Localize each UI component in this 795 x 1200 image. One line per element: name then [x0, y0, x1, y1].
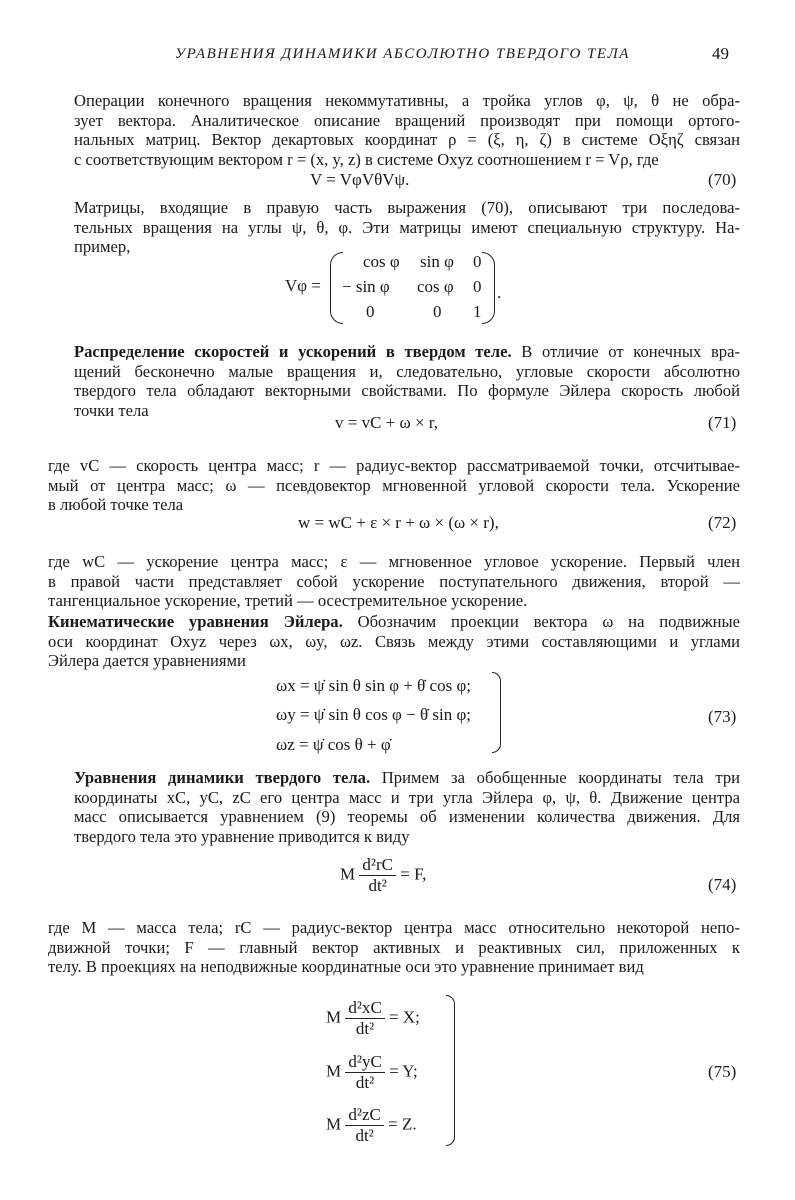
equation-line: ωx = ψ̇ sin θ sin φ + θ̇ cos φ;	[276, 676, 471, 695]
text-line: Операции конечного вращения некоммутативны, а тройка углов φ, ψ, θ не обра-	[74, 91, 740, 110]
paragraph-velocity-terms	[48, 456, 740, 515]
text-line: в правой части представляет собой ускорение поступательного движения, второй —	[48, 571, 740, 591]
equation-number-75: (75)	[708, 1062, 737, 1081]
eq-lhs: M	[326, 1007, 342, 1027]
text-line	[74, 768, 740, 788]
text-line: в любой точке тела	[48, 495, 184, 515]
fraction	[345, 1052, 384, 1093]
text-line: мый от центра масс; ω — псевдовектор мгновенной угловой скорости тела. Ускорение	[48, 475, 740, 495]
paragraph-acceleration-terms	[48, 552, 740, 611]
text-line: щений бесконечно малые вращения и, следовательно, угловые скорости абсолютно	[74, 361, 740, 381]
fraction-numerator: d²xC	[345, 998, 384, 1019]
matrix-cell: cos φ	[363, 252, 400, 271]
text-fragment: В отличие от конечных вра-	[511, 342, 740, 361]
equation-number-71: (71)	[708, 413, 737, 432]
text-line: пример,	[74, 237, 131, 257]
section-heading: Распределение скоростей и ускорений в твердом теле.	[74, 342, 512, 361]
text-line: масс описывается уравнением (9) теоремы об изменении количества движения. Для	[74, 807, 740, 827]
matrix-cell: 0	[473, 277, 482, 296]
page-number: 49	[712, 44, 729, 63]
text-line: где wC — ускорение центра масс; ε — мгновенное угловое ускорение. Первый член	[48, 552, 740, 571]
equation-70: V = VφVθVψ.	[310, 170, 410, 189]
text-line: точки тела	[74, 400, 149, 420]
fraction	[359, 855, 396, 896]
text-line: твердого тела это уравнение приводится к виду	[74, 826, 410, 846]
text-line: тангенциальное ускорение, третий — осестремительное ускорение.	[48, 591, 528, 611]
equation-number-73: (73)	[708, 707, 737, 726]
fraction	[345, 1105, 383, 1146]
eq-lhs: M	[340, 864, 356, 884]
equation-number-70: (70)	[708, 170, 737, 189]
text-line: координаты xC, yC, zC его центра масс и три угла Эйлера φ, ψ, θ. Движение центра	[74, 787, 740, 807]
text-line: тельных вращения на углы ψ, θ, φ. Эти матрицы имеют специальную структуру. На-	[74, 217, 740, 237]
eq-lhs: M	[326, 1114, 342, 1134]
paragraph-rotations	[74, 91, 740, 169]
right-brace-top	[492, 672, 501, 711]
equation-74	[340, 855, 426, 896]
fraction-numerator: d²zC	[345, 1105, 383, 1126]
fraction	[345, 998, 384, 1039]
matrix-cell: 0	[433, 302, 442, 321]
eq-rhs: = Y;	[389, 1061, 418, 1081]
text-line: Матрицы, входящие в правую часть выражения (70), описывают три последова-	[74, 198, 740, 217]
fraction-denominator: dt²	[368, 876, 387, 895]
text-line: где vC — скорость центра масс; r — радиус-вектор рассматриваемой точки, отсчитывае-	[48, 456, 740, 475]
text-line: где M — масса тела; rC — радиус-вектор центра масс относительно некоторой непо-	[48, 918, 740, 937]
paragraph-velocities	[74, 342, 740, 420]
equation-row	[326, 1052, 418, 1093]
matrix-end: .	[497, 283, 502, 302]
paragraph-euler-kinematics	[48, 612, 740, 671]
text-line: твердого тела обладают векторными свойствами. По формуле Эйлера скорость любой	[74, 381, 740, 401]
text-line: Эйлера дается уравнениями	[48, 651, 246, 671]
section-heading: Кинематические уравнения Эйлера.	[48, 612, 343, 631]
section-heading: Уравнения динамики твердого тела.	[74, 768, 371, 787]
fraction-numerator: d²rC	[359, 855, 396, 876]
eq-rhs: = X;	[389, 1007, 420, 1027]
text-fragment: Примем за обобщенные координаты тела три	[370, 768, 740, 787]
matrix-cell: − sin φ	[342, 277, 390, 296]
equation-72: w = wC + ε × r + ω × (ω × r),	[298, 513, 499, 532]
equation-row	[326, 1105, 417, 1146]
text-line: нальных матриц. Вектор декартовых координат ρ = (ξ, η, ζ) в системе Oξηζ связан	[74, 130, 740, 150]
text-line: с соответствующим вектором r = (x, y, z) в системе Oxyz соотношением r = Vρ, где	[74, 149, 659, 169]
fraction-denominator: dt²	[355, 1126, 374, 1145]
matrix-cell: 0	[366, 302, 375, 321]
text-line: движной точки; F — главный вектор активных и реактивных сил, приложенных к	[48, 937, 740, 957]
right-brace-top	[446, 995, 455, 1068]
equation-line: ωy = ψ̇ sin θ cos φ − θ̇ sin φ;	[276, 705, 471, 724]
running-header: УРАВНЕНИЯ ДИНАМИКИ АБСОЛЮТНО ТВЕРДОГО ТЕЛА	[175, 46, 630, 62]
equation-line: ωz = ψ̇ cos θ + φ̇	[276, 735, 391, 754]
equation-number-72: (72)	[708, 513, 737, 532]
matrix-cell: cos φ	[417, 277, 454, 296]
matrix-cell: 0	[473, 252, 482, 271]
fraction-denominator: dt²	[355, 1019, 375, 1038]
text-line	[48, 612, 740, 632]
right-brace-bottom	[492, 710, 501, 753]
paragraph-rigid-body-dynamics	[74, 768, 740, 846]
text-line: зует вектора. Аналитическое описание вращений производят при помощи ортого-	[74, 110, 740, 130]
eq-lhs: M	[326, 1061, 342, 1081]
eq-rhs: = F,	[400, 864, 427, 884]
matrix-cell: 1	[473, 302, 482, 321]
text-line	[74, 342, 740, 362]
paragraph-matrices	[74, 198, 740, 257]
equation-row	[326, 998, 420, 1039]
eq-rhs: = Z.	[388, 1114, 417, 1134]
fraction-denominator: dt²	[355, 1073, 375, 1092]
right-brace-bottom	[446, 1067, 455, 1146]
text-line: телу. В проекциях на неподвижные координатные оси это уравнение принимает вид	[48, 957, 644, 977]
matrix-lhs: Vφ =	[285, 276, 321, 295]
text-fragment: Обозначим проекции вектора ω на подвижные	[342, 612, 740, 631]
paragraph-projections	[48, 918, 740, 977]
equation-71: v = vC + ω × r,	[335, 413, 439, 432]
equation-number-74: (74)	[708, 875, 737, 894]
matrix-cell: sin φ	[420, 252, 454, 271]
fraction-numerator: d²yC	[345, 1052, 384, 1073]
matrix-right-paren	[482, 252, 495, 324]
text-line: оси координат Oxyz через ωx, ωy, ωz. Связь между этими составляющими и углами	[48, 631, 740, 651]
